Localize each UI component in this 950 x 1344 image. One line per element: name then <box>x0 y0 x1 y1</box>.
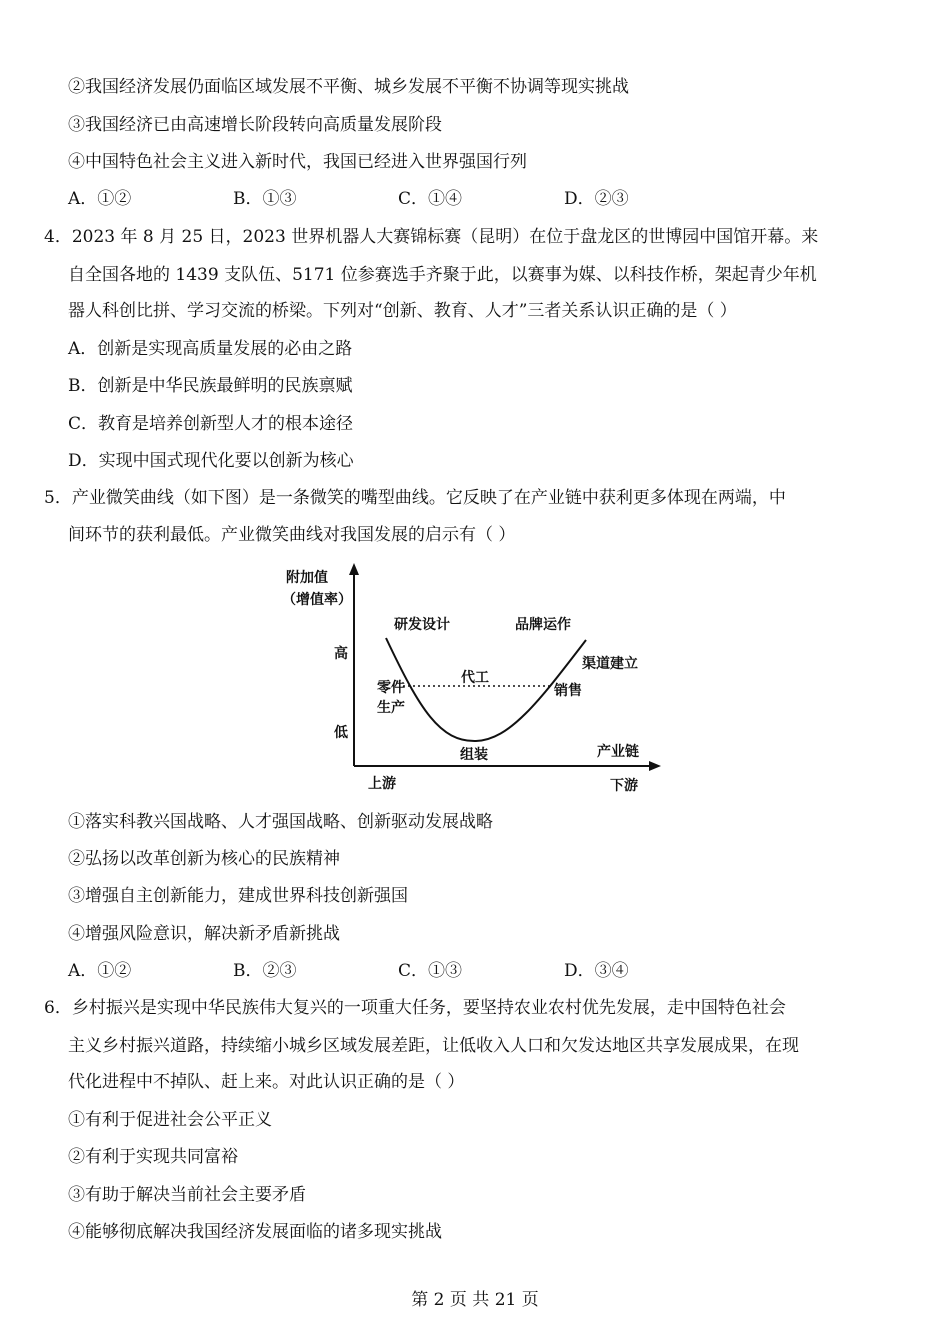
q5-item-3: ③增强自主创新能力，建成世界科技创新强国 <box>68 886 408 906</box>
label-sales: 销售 <box>554 683 582 699</box>
q5-option-c[interactable]: C．①③ <box>398 961 463 981</box>
q6-stem-line-2: 主义乡村振兴道路，持续缩小城乡区域发展差距，让低收入人口和欠发达地区共享发展成果，在现 <box>68 1036 799 1056</box>
q6-item-2: ②有利于实现共同富裕 <box>68 1147 238 1167</box>
x-left-label: 上游 <box>368 776 396 792</box>
y-low-label: 低 <box>334 725 348 741</box>
q3-item-4: ④中国特色社会主义进入新时代，我国已经进入世界强国行列 <box>68 152 527 172</box>
q3-option-a[interactable]: A．①② <box>68 189 132 209</box>
label-channel: 渠道建立 <box>582 656 638 672</box>
x-right-label: 下游 <box>610 778 638 794</box>
q3-option-b[interactable]: B．①③ <box>233 189 297 209</box>
q4-stem-line-3: 器人科创比拼、学习交流的桥梁。下列对“创新、教育、人才”三者关系认识正确的是（ ） <box>68 301 737 321</box>
q5-option-a[interactable]: A．①② <box>68 961 132 981</box>
xlabel: 产业链 <box>597 744 639 760</box>
q3-item-2: ②我国经济发展仍面临区域发展不平衡、城乡发展不平衡不协调等现实挑战 <box>68 77 629 97</box>
label-oem: 代工 <box>461 670 489 686</box>
y-high-label: 高 <box>334 646 348 662</box>
q6-item-1: ①有利于促进社会公平正义 <box>68 1110 272 1130</box>
q5-item-1: ①落实科教兴国战略、人才强国战略、创新驱动发展战略 <box>68 812 493 832</box>
y-axis-arrow <box>349 563 359 575</box>
q4-option-c[interactable]: C．教育是培养创新型人才的根本途径 <box>68 414 354 434</box>
q5-item-4: ④增强风险意识，解决新矛盾新挑战 <box>68 924 340 944</box>
q6-item-4: ④能够彻底解决我国经济发展面临的诸多现实挑战 <box>68 1222 442 1242</box>
label-parts-1: 零件 <box>377 680 405 696</box>
q4-option-a[interactable]: A．创新是实现高质量发展的必由之路 <box>68 339 353 359</box>
x-axis-arrow <box>649 761 661 771</box>
q4-stem-line-1: 4．2023 年 8 月 25 日，2023 世界机器人大赛锦标赛（昆明）在位于盘龙区的世博园中国馆开幕。来 <box>44 227 819 247</box>
q4-option-d[interactable]: D．实现中国式现代化要以创新为核心 <box>68 451 354 471</box>
q3-item-3: ③我国经济已由高速增长阶段转向高质量发展阶段 <box>68 115 442 135</box>
q5-option-d[interactable]: D．③④ <box>564 961 629 981</box>
page-footer: 第 2 页 共 21 页 <box>411 1290 539 1310</box>
q4-option-b[interactable]: B．创新是中华民族最鲜明的民族禀赋 <box>68 376 353 396</box>
label-assembly: 组装 <box>460 747 488 763</box>
q5-item-2: ②弘扬以改革创新为核心的民族精神 <box>68 849 340 869</box>
q6-item-3: ③有助于解决当前社会主要矛盾 <box>68 1185 306 1205</box>
label-rd: 研发设计 <box>394 617 450 633</box>
ylabel-line1: 附加值 <box>286 570 328 586</box>
q5-stem-line-1: 5．产业微笑曲线（如下图）是一条微笑的嘴型曲线。它反映了在产业链中获利更多体现在两端，中 <box>44 488 786 508</box>
q6-stem-line-1: 6．乡村振兴是实现中华民族伟大复兴的一项重大任务，要坚持农业农村优先发展，走中国特色社会 <box>44 998 786 1018</box>
label-brand: 品牌运作 <box>515 617 571 633</box>
q6-stem-line-3: 代化进程中不掉队、赶上来。对此认识正确的是（ ） <box>68 1072 465 1092</box>
q4-stem-line-2: 自全国各地的 1439 支队伍、5171 位参赛选手齐聚于此，以赛事为媒、以科技作桥，架起青少年机 <box>68 265 817 285</box>
ylabel-line2: （增值率） <box>282 592 352 608</box>
q5-option-b[interactable]: B．②③ <box>233 961 297 981</box>
q3-option-c[interactable]: C．①④ <box>398 189 463 209</box>
q5-stem-line-2: 间环节的获利最低。产业微笑曲线对我国发展的启示有（ ） <box>68 525 516 545</box>
label-parts-2: 生产 <box>377 700 405 716</box>
smile-curve-chart <box>270 560 670 800</box>
q3-option-d[interactable]: D．②③ <box>564 189 629 209</box>
